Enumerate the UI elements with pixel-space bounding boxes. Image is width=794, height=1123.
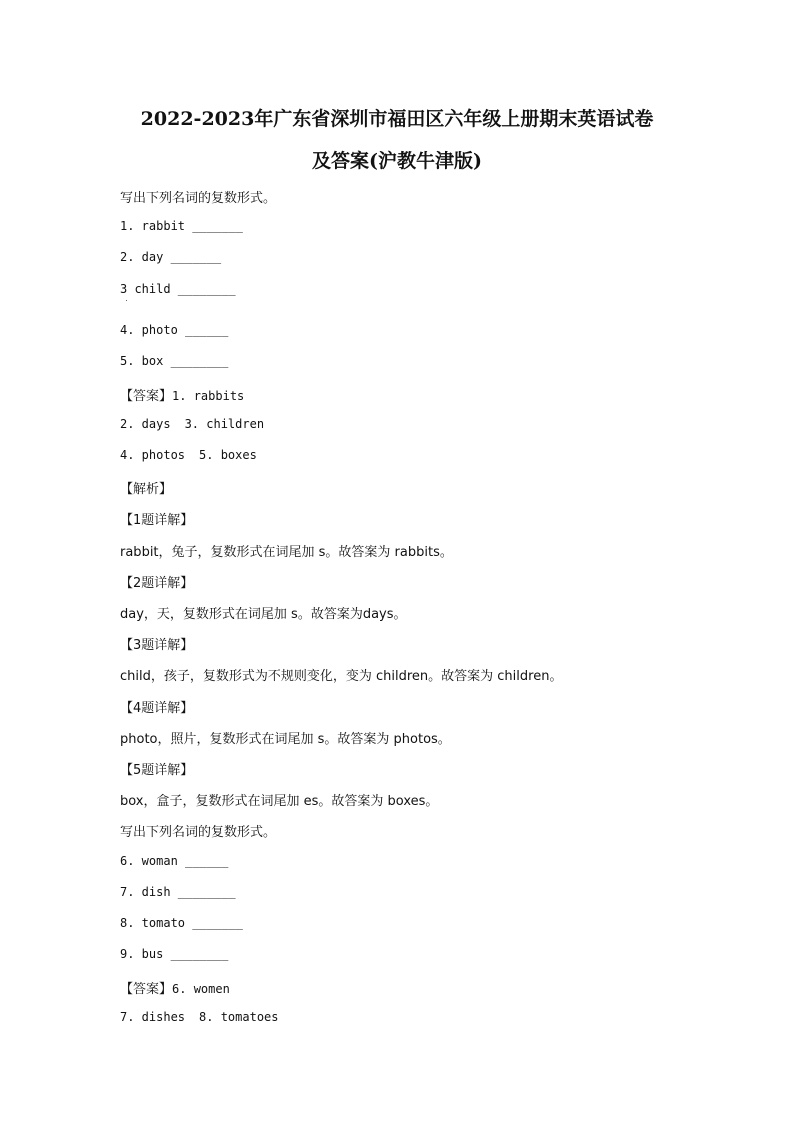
detail-3-heading: 【3题详解】	[120, 638, 194, 653]
answer-6: 6. women	[172, 982, 230, 996]
question-3: 3 child ________	[120, 282, 236, 296]
question-5: 5. box ________	[120, 354, 229, 368]
answer-1: 1. rabbits	[172, 389, 245, 403]
detail-1-heading: 【1题详解】	[120, 513, 194, 528]
page-title: 2022-2023年广东省深圳市福田区六年级上册期末英语试卷	[140, 108, 654, 130]
question-9: 9. bus ________	[120, 947, 229, 961]
answer-4: 4. photos	[120, 448, 186, 462]
answer-label: 【答案】	[120, 982, 173, 997]
question-2: 2. day _______	[120, 250, 222, 264]
section2-instruction: 写出下列名词的复数形式。	[120, 825, 277, 840]
question-7: 7. dish ________	[120, 885, 236, 899]
stray-dot	[126, 300, 127, 301]
answer-5: 5. boxes	[199, 448, 257, 462]
section1-instruction: 写出下列名词的复数形式。	[120, 191, 277, 206]
answer-label: 【答案】	[120, 389, 173, 404]
answer-line-3	[120, 448, 257, 462]
detail-1-text: rabbit，兔子，复数形式在词尾加 s。故答案为 rabbits。	[120, 545, 453, 560]
detail-5-heading: 【5题详解】	[120, 763, 194, 778]
answer-line-5	[120, 1010, 279, 1024]
answer-7: 7. dishes	[120, 1010, 186, 1024]
answer-line-4	[120, 978, 230, 997]
answer-2: 2. days	[120, 417, 171, 431]
detail-2-text: day，天，复数形式在词尾加 s。故答案为days。	[120, 607, 407, 622]
detail-3-text: child，孩子，复数形式为不规则变化，变为 children。故答案为 children。	[120, 669, 563, 684]
detail-4-heading: 【4题详解】	[120, 701, 194, 716]
detail-5-text: box，盒子，复数形式在词尾加 es。故答案为 boxes。	[120, 794, 439, 809]
answer-8: 8. tomatoes	[199, 1010, 279, 1024]
question-8: 8. tomato _______	[120, 916, 243, 930]
answer-line-2	[120, 417, 264, 431]
question-6: 6. woman ______	[120, 854, 229, 868]
answer-3: 3. children	[184, 417, 265, 431]
detail-4-text: photo，照片，复数形式在词尾加 s。故答案为 photos。	[120, 732, 451, 747]
answer-line-1	[120, 385, 244, 404]
page-subtitle: 及答案(沪教牛津版)	[312, 150, 482, 172]
question-1: 1. rabbit _______	[120, 219, 243, 233]
question-4: 4. photo ______	[120, 323, 229, 337]
detail-2-heading: 【2题详解】	[120, 576, 194, 591]
analysis-label: 【解析】	[120, 482, 173, 497]
